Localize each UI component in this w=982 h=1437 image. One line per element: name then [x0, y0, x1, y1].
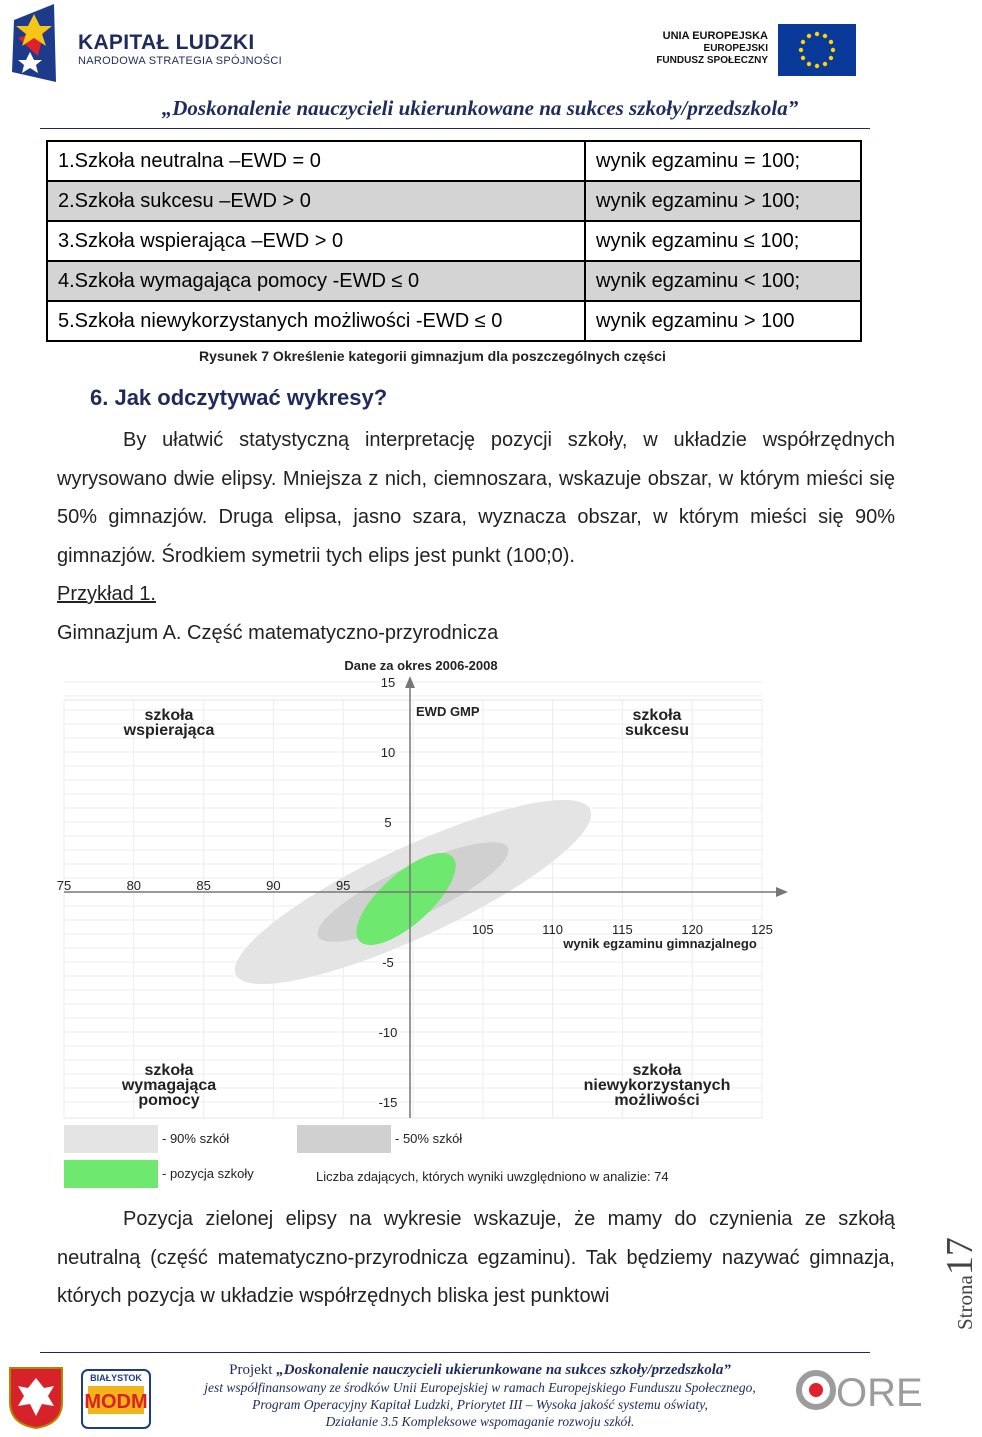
header-divider — [40, 128, 870, 129]
y-tick-label: 5 — [384, 815, 392, 830]
x-tick-label: 110 — [542, 922, 563, 937]
quadrant-label-top-right: szkoła — [632, 707, 682, 724]
y-tick-label: 15 — [380, 675, 396, 690]
legend-label: - 90% szkół — [162, 1131, 230, 1146]
y-axis-label: EWD GMP — [416, 704, 480, 719]
legend-swatch — [297, 1125, 391, 1153]
example-subject: Gimnazjum A. Część matematyczno-przyrodnicza — [57, 621, 499, 644]
page-number — [938, 1237, 982, 1330]
x-axis-arrow-icon — [776, 887, 788, 897]
ore-text: ORE — [836, 1371, 923, 1415]
chart-note: Liczba zdających, których wyniki uwzględniono w analizie: 74 — [316, 1169, 669, 1184]
kapital-ludzki-subtitle: NARODOWA STRATEGIA SPÓJNOŚCI — [78, 55, 282, 67]
legend-swatch — [64, 1125, 158, 1153]
eu-fund-text — [656, 30, 768, 68]
chart-title: Dane za okres 2006-2008 — [344, 658, 498, 673]
badge-top-text: BIAŁYSTOK — [90, 1373, 142, 1383]
table-cell: wynik egzaminu < 100; — [585, 261, 861, 301]
y-tick-label: -5 — [382, 955, 394, 970]
footer-text — [170, 1362, 790, 1430]
closing-section — [57, 1200, 895, 1316]
categories-table — [46, 140, 862, 342]
quadrant-label-bottom-right: możliwości — [614, 1092, 700, 1109]
page-word: Strona — [953, 1275, 977, 1330]
table-cell: wynik egzaminu ≤ 100; — [585, 221, 861, 261]
quadrant-label-bottom-left: wymagająca — [121, 1077, 217, 1094]
section-heading: 6. Jak odczytywać wykresy? — [90, 385, 388, 410]
table-row — [47, 141, 861, 181]
ewd-chart — [0, 650, 960, 1210]
quadrant-label-top-right: sukcesu — [624, 722, 690, 739]
table-row — [47, 261, 861, 301]
table-row — [47, 301, 861, 341]
table-cell: 5.Szkoła niewykorzystanych możliwości -EWD ≤ 0 — [47, 301, 585, 341]
figure-caption: Rysunek 7 Określenie kategorii gimnazjum dla poszczególnych części — [199, 348, 666, 364]
footer-project-prefix: Projekt — [229, 1362, 277, 1378]
table-row — [47, 181, 861, 221]
x-tick-label: 80 — [126, 878, 142, 893]
body-paragraph: By ułatwić statystyczną interpretację pozycji szkoły, w układzie współrzędnych wyrysowano dwie elipsy. Mniejsza z nich, ciemnoszara, wskazuje obszar, w którym mieści się 50% gimnazjów. Druga elipsa, jasno szara, wyznacza obszar, w którym mieści się 90% gimnazjów. Środkiem symetrii tych elips jest punkt (100;0). — [57, 429, 895, 567]
x-tick-label: 120 — [681, 922, 704, 937]
bialystok-coat-of-arms-icon — [8, 1366, 64, 1430]
legend-label: - 50% szkół — [395, 1131, 463, 1146]
table-cell: 2.Szkoła sukcesu –EWD > 0 — [47, 181, 585, 221]
footer-line-1 — [170, 1362, 790, 1379]
closing-paragraph: Pozycja zielonej elipsy na wykresie wskazuje, że mamy do czynienia ze szkołą neutralną (część matematyczno-przyrodnicza egzaminu). Tak będziemy nazywać gimnazja, których pozycja w układzie współrzędnych bliska jest punktowi — [57, 1208, 895, 1307]
x-tick-label: 75 — [56, 878, 72, 893]
table-cell: 3.Szkoła wspierająca –EWD > 0 — [47, 221, 585, 261]
eu-line-3: FUNDUSZ SPOŁECZNY — [656, 55, 768, 66]
x-tick-label: 90 — [266, 878, 281, 893]
modm-badge-icon — [80, 1368, 152, 1430]
y-tick-label: -15 — [378, 1095, 398, 1110]
y-tick-label: 10 — [380, 745, 396, 760]
table-cell: 1.Szkoła neutralna –EWD = 0 — [47, 141, 585, 181]
quadrant-label-bottom-left: szkoła — [144, 1062, 194, 1079]
table-cell: wynik egzaminu = 100; — [585, 141, 861, 181]
table-cell: wynik egzaminu > 100; — [585, 181, 861, 221]
footer-divider — [40, 1352, 870, 1353]
quadrant-label-bottom-right: szkoła — [632, 1062, 682, 1079]
section-body — [57, 421, 895, 652]
x-axis-label: wynik egzaminu gimnazjalnego — [563, 936, 757, 951]
footer-line-4: Działanie 3.5 Kompleksowe wspomaganie rozwoju szkół. — [325, 1414, 635, 1429]
kapital-ludzki-title: KAPITAŁ LUDZKI — [78, 31, 255, 54]
quadrant-label-bottom-left: pomocy — [138, 1092, 200, 1109]
x-tick-label: 115 — [612, 922, 633, 937]
quadrant-label-bottom-right: niewykorzystanych — [583, 1077, 731, 1094]
example-label: Przykład 1. — [57, 583, 156, 605]
badge-bottom-text: MODM — [84, 1391, 148, 1413]
x-tick-label: 85 — [196, 878, 211, 893]
legend-swatch — [64, 1160, 158, 1188]
x-tick-label: 95 — [335, 878, 351, 893]
quadrant-label-top-left: wspierająca — [123, 722, 215, 739]
table-cell: wynik egzaminu > 100 — [585, 301, 861, 341]
ore-logo-icon — [796, 1368, 923, 1415]
page-number-value: 17 — [939, 1237, 981, 1276]
eu-flag-icon — [778, 24, 856, 76]
footer-line-2: jest współfinansowany ze środków Unii Europejskiej w ramach Europejskiego Funduszu Społecznego, — [204, 1380, 756, 1395]
y-tick-label: -10 — [378, 1025, 398, 1040]
quadrant-label-top-left: szkoła — [144, 707, 194, 724]
footer-line-3: Program Operacyjny Kapitał Ludzki, Priorytet III – Wysoka jakość systemu oświaty, — [252, 1397, 708, 1412]
table-cell: 4.Szkoła wymagająca pomocy -EWD ≤ 0 — [47, 261, 585, 301]
legend-label: - pozycja szkoły — [162, 1166, 254, 1181]
table-row — [47, 221, 861, 261]
x-tick-label: 125 — [751, 922, 773, 937]
eu-line-2: EUROPEJSKI — [703, 42, 768, 54]
project-title: „Doskonalenie nauczycieli ukierunkowane na sukces szkoły/przedszkola” — [161, 96, 799, 120]
x-tick-label: 105 — [471, 922, 494, 937]
kapital-ludzki-logo-icon — [4, 2, 74, 86]
eu-line-1: UNIA EUROPEJSKA — [662, 30, 768, 42]
footer-project-title: „Doskonalenie nauczycieli ukierunkowane na sukces szkoły/przedszkola” — [276, 1362, 731, 1378]
